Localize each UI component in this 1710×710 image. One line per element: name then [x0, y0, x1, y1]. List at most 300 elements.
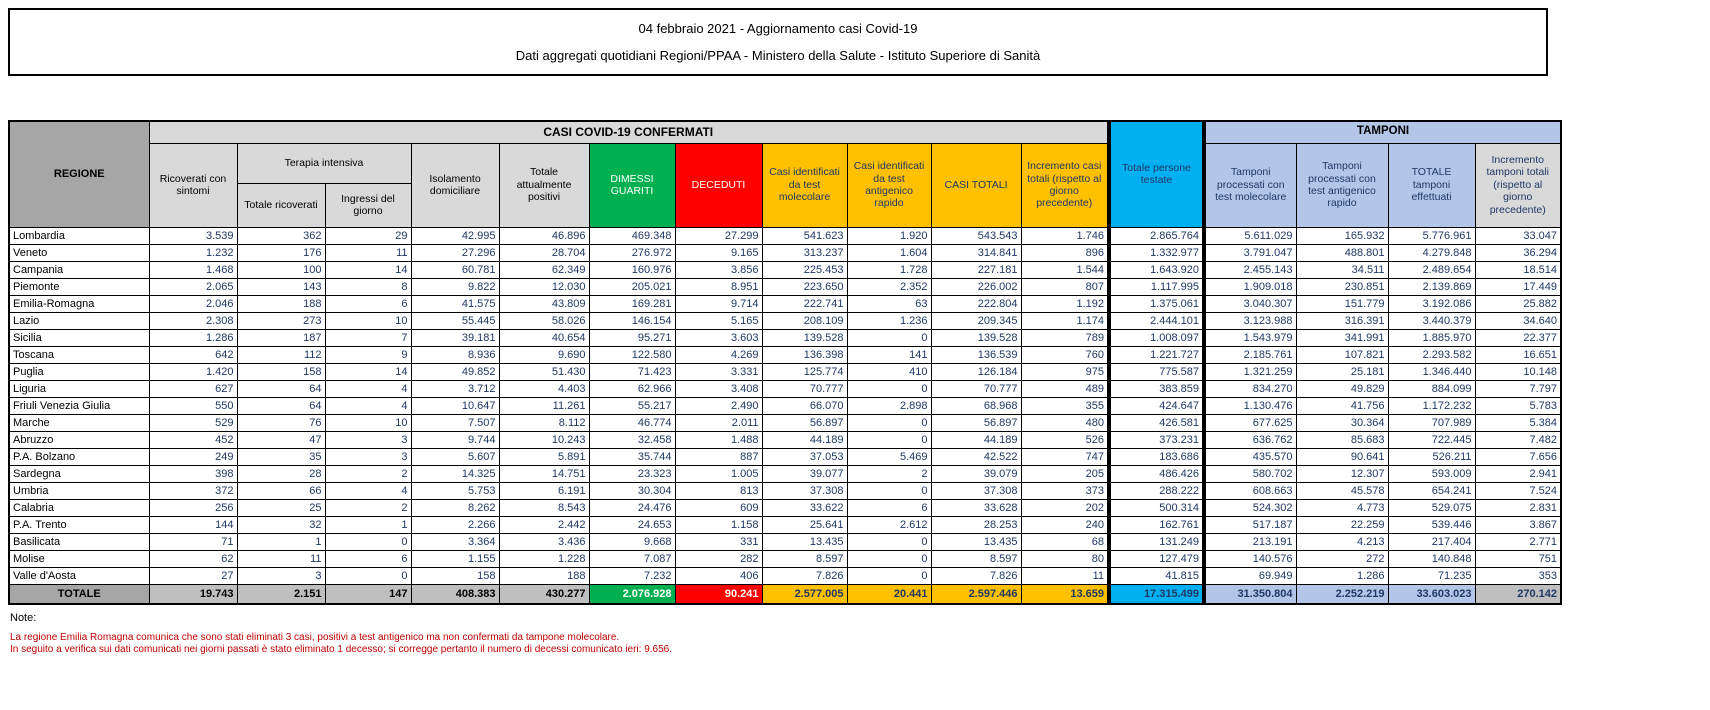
- value-cell: 46.774: [589, 414, 675, 431]
- value-cell: 2: [847, 465, 931, 482]
- value-cell: 7.656: [1475, 448, 1561, 465]
- value-cell: 1.174: [1021, 312, 1109, 329]
- value-cell: 139.528: [762, 329, 847, 346]
- header-row-sections: [9, 121, 1561, 143]
- value-cell: 0: [847, 329, 931, 346]
- value-cell: 165.932: [1296, 227, 1388, 244]
- table-row: [9, 414, 1561, 431]
- value-cell: 1.286: [149, 329, 237, 346]
- value-cell: 362: [237, 227, 325, 244]
- value-cell: 33.047: [1475, 227, 1561, 244]
- value-cell: 5.611.029: [1204, 227, 1296, 244]
- value-cell: 500.314: [1109, 499, 1204, 516]
- value-cell: 3.123.988: [1204, 312, 1296, 329]
- value-cell: 807: [1021, 278, 1109, 295]
- value-cell: 2.455.143: [1204, 261, 1296, 278]
- notes: [10, 612, 672, 656]
- header-ingressi-giorno: Ingressi del giorno: [325, 183, 411, 227]
- table-row: [9, 244, 1561, 261]
- value-cell: 24.653: [589, 516, 675, 533]
- value-cell: 37.053: [762, 448, 847, 465]
- value-cell: 677.625: [1204, 414, 1296, 431]
- value-cell: 70.777: [762, 380, 847, 397]
- region-name: P.A. Trento: [9, 516, 149, 533]
- table-row: [9, 278, 1561, 295]
- value-cell: 5.753: [411, 482, 499, 499]
- value-cell: 60.781: [411, 261, 499, 278]
- value-cell: 12.030: [499, 278, 589, 295]
- region-name: Valle d'Aosta: [9, 567, 149, 584]
- value-cell: 10.647: [411, 397, 499, 414]
- value-cell: 28.704: [499, 244, 589, 261]
- value-cell: 4.403: [499, 380, 589, 397]
- value-cell: 452: [149, 431, 237, 448]
- value-cell: 282: [675, 550, 762, 567]
- value-cell: 25.641: [762, 516, 847, 533]
- value-cell: 1.158: [675, 516, 762, 533]
- total-row: [9, 584, 1561, 604]
- value-cell: 95.271: [589, 329, 675, 346]
- table-footer: [9, 584, 1561, 604]
- value-cell: 10.148: [1475, 363, 1561, 380]
- value-cell: 17.449: [1475, 278, 1561, 295]
- value-cell: 39.077: [762, 465, 847, 482]
- value-cell: 256: [149, 499, 237, 516]
- value-cell: 1.885.970: [1388, 329, 1475, 346]
- value-cell: 13.435: [931, 533, 1021, 550]
- total-label: TOTALE: [9, 584, 149, 604]
- value-cell: 100: [237, 261, 325, 278]
- value-cell: 28: [237, 465, 325, 482]
- value-cell: 25: [237, 499, 325, 516]
- table-row: [9, 465, 1561, 482]
- value-cell: 1.332.977: [1109, 244, 1204, 261]
- value-cell: 2.266: [411, 516, 499, 533]
- value-cell: 12.307: [1296, 465, 1388, 482]
- table-row: [9, 567, 1561, 584]
- table-row: [9, 295, 1561, 312]
- value-cell: 1.232: [149, 244, 237, 261]
- value-cell: 4.213: [1296, 533, 1388, 550]
- value-cell: 158: [411, 567, 499, 584]
- value-cell: 45.578: [1296, 482, 1388, 499]
- table-row: [9, 380, 1561, 397]
- value-cell: 222.741: [762, 295, 847, 312]
- value-cell: 1: [325, 516, 411, 533]
- value-cell: 141: [847, 346, 931, 363]
- value-cell: 0: [847, 533, 931, 550]
- region-name: Sardegna: [9, 465, 149, 482]
- value-cell: 3.408: [675, 380, 762, 397]
- value-cell: 249: [149, 448, 237, 465]
- value-cell: 654.241: [1388, 482, 1475, 499]
- value-cell: 23.323: [589, 465, 675, 482]
- value-cell: 5.776.961: [1388, 227, 1475, 244]
- value-cell: 1.604: [847, 244, 931, 261]
- region-name: Basilicata: [9, 533, 149, 550]
- value-cell: 62.349: [499, 261, 589, 278]
- header-isolamento: Isolamento domiciliare: [411, 143, 499, 227]
- value-cell: 51.430: [499, 363, 589, 380]
- value-cell: 627: [149, 380, 237, 397]
- value-cell: 1.746: [1021, 227, 1109, 244]
- value-cell: 213.191: [1204, 533, 1296, 550]
- value-cell: 550: [149, 397, 237, 414]
- value-cell: 0: [847, 380, 931, 397]
- header-regione: REGIONE: [9, 121, 149, 227]
- value-cell: 49.852: [411, 363, 499, 380]
- value-cell: 205.021: [589, 278, 675, 295]
- value-cell: 2.490: [675, 397, 762, 414]
- value-cell: 7.826: [762, 567, 847, 584]
- value-cell: 169.281: [589, 295, 675, 312]
- header-casi-antigenico: Casi identificati da test antigenico rapido: [847, 143, 931, 227]
- value-cell: 5.783: [1475, 397, 1561, 414]
- value-cell: 9.668: [589, 533, 675, 550]
- value-cell: 8.262: [411, 499, 499, 516]
- table-row: [9, 499, 1561, 516]
- value-cell: 276.972: [589, 244, 675, 261]
- table-row: [9, 227, 1561, 244]
- total-value-cell: 19.743: [149, 584, 237, 604]
- value-cell: 25.882: [1475, 295, 1561, 312]
- value-cell: 2.293.582: [1388, 346, 1475, 363]
- value-cell: 1.172.232: [1388, 397, 1475, 414]
- value-cell: 524.302: [1204, 499, 1296, 516]
- value-cell: 747: [1021, 448, 1109, 465]
- value-cell: 39.079: [931, 465, 1021, 482]
- table-row: [9, 329, 1561, 346]
- value-cell: 2: [325, 465, 411, 482]
- value-cell: 372: [149, 482, 237, 499]
- note-line-2: In seguito a verifica sui dati comunicati nei giorni passati è stato eliminato 1 decesso; si corregge pertanto il numero di decessi comunicato ieri: 9.656.: [10, 644, 673, 655]
- total-value-cell: 430.277: [499, 584, 589, 604]
- value-cell: 187: [237, 329, 325, 346]
- value-cell: 517.187: [1204, 516, 1296, 533]
- value-cell: 44.189: [931, 431, 1021, 448]
- header-tamponi-molecolare: Tamponi processati con test molecolare: [1204, 143, 1296, 227]
- value-cell: 3.867: [1475, 516, 1561, 533]
- value-cell: 1.488: [675, 431, 762, 448]
- value-cell: 636.762: [1204, 431, 1296, 448]
- value-cell: 3.436: [499, 533, 589, 550]
- table-row: [9, 550, 1561, 567]
- value-cell: 37.308: [931, 482, 1021, 499]
- header-casi-molecolare: Casi identificati da test molecolare: [762, 143, 847, 227]
- value-cell: 127.479: [1109, 550, 1204, 567]
- value-cell: 47: [237, 431, 325, 448]
- region-name: Lombardia: [9, 227, 149, 244]
- value-cell: 14: [325, 261, 411, 278]
- notes-label: Note:: [10, 612, 37, 624]
- value-cell: 5.165: [675, 312, 762, 329]
- value-cell: 22.377: [1475, 329, 1561, 346]
- value-cell: 30.304: [589, 482, 675, 499]
- value-cell: 9.690: [499, 346, 589, 363]
- value-cell: 1.728: [847, 261, 931, 278]
- title-box: [8, 8, 1548, 76]
- value-cell: 223.650: [762, 278, 847, 295]
- value-cell: 66: [237, 482, 325, 499]
- header-deceduti: DECEDUTI: [675, 143, 762, 227]
- value-cell: 7.507: [411, 414, 499, 431]
- value-cell: 1.155: [411, 550, 499, 567]
- value-cell: 353: [1475, 567, 1561, 584]
- value-cell: 3.192.086: [1388, 295, 1475, 312]
- value-cell: 1.192: [1021, 295, 1109, 312]
- value-cell: 2.489.654: [1388, 261, 1475, 278]
- value-cell: 751: [1475, 550, 1561, 567]
- value-cell: 0: [847, 482, 931, 499]
- table-row: [9, 346, 1561, 363]
- value-cell: 11: [237, 550, 325, 567]
- value-cell: 2.612: [847, 516, 931, 533]
- value-cell: 489: [1021, 380, 1109, 397]
- value-cell: 526: [1021, 431, 1109, 448]
- value-cell: 71: [149, 533, 237, 550]
- value-cell: 0: [847, 431, 931, 448]
- value-cell: 7.524: [1475, 482, 1561, 499]
- value-cell: 1.375.061: [1109, 295, 1204, 312]
- value-cell: 43.809: [499, 295, 589, 312]
- value-cell: 230.851: [1296, 278, 1388, 295]
- value-cell: 68.968: [931, 397, 1021, 414]
- value-cell: 62.966: [589, 380, 675, 397]
- header-attualmente-positivi: Totale attualmente positivi: [499, 143, 589, 227]
- value-cell: 5.384: [1475, 414, 1561, 431]
- value-cell: 107.821: [1296, 346, 1388, 363]
- value-cell: 30.364: [1296, 414, 1388, 431]
- value-cell: 642: [149, 346, 237, 363]
- value-cell: 227.181: [931, 261, 1021, 278]
- value-cell: 2.771: [1475, 533, 1561, 550]
- region-name: Friuli Venezia Giulia: [9, 397, 149, 414]
- value-cell: 539.446: [1388, 516, 1475, 533]
- value-cell: 2.831: [1475, 499, 1561, 516]
- region-name: Toscana: [9, 346, 149, 363]
- value-cell: 887: [675, 448, 762, 465]
- value-cell: 435.570: [1204, 448, 1296, 465]
- value-cell: 209.345: [931, 312, 1021, 329]
- value-cell: 225.453: [762, 261, 847, 278]
- table-row: [9, 312, 1561, 329]
- value-cell: 1.543.979: [1204, 329, 1296, 346]
- value-cell: 1.286: [1296, 567, 1388, 584]
- value-cell: 8.936: [411, 346, 499, 363]
- header-casi-totali: CASI TOTALI: [931, 143, 1021, 227]
- value-cell: 139.528: [931, 329, 1021, 346]
- value-cell: 8.597: [762, 550, 847, 567]
- table-row: [9, 431, 1561, 448]
- value-cell: 7.797: [1475, 380, 1561, 397]
- value-cell: 37.308: [762, 482, 847, 499]
- value-cell: 131.249: [1109, 533, 1204, 550]
- value-cell: 813: [675, 482, 762, 499]
- value-cell: 3.440.379: [1388, 312, 1475, 329]
- value-cell: 10: [325, 312, 411, 329]
- value-cell: 2.444.101: [1109, 312, 1204, 329]
- report-title-line2: Dati aggregati quotidiani Regioni/PPAA - Ministero della Salute - Istituto Superiore di Sanità: [515, 47, 1041, 63]
- value-cell: 28.253: [931, 516, 1021, 533]
- value-cell: 2.442: [499, 516, 589, 533]
- value-cell: 32: [237, 516, 325, 533]
- value-cell: 424.647: [1109, 397, 1204, 414]
- value-cell: 8.112: [499, 414, 589, 431]
- total-value-cell: 270.142: [1475, 584, 1561, 604]
- table-row: [9, 482, 1561, 499]
- value-cell: 426.581: [1109, 414, 1204, 431]
- value-cell: 526.211: [1388, 448, 1475, 465]
- value-cell: 136.539: [931, 346, 1021, 363]
- value-cell: 0: [847, 414, 931, 431]
- value-cell: 13.435: [762, 533, 847, 550]
- header-incremento-casi: Incremento casi totali (rispetto al giorno precedente): [1021, 143, 1109, 227]
- value-cell: 2.139.869: [1388, 278, 1475, 295]
- value-cell: 2.308: [149, 312, 237, 329]
- value-cell: 4.773: [1296, 499, 1388, 516]
- value-cell: 1.221.727: [1109, 346, 1204, 363]
- value-cell: 55.445: [411, 312, 499, 329]
- value-cell: 8.543: [499, 499, 589, 516]
- header-incremento-tamponi: Incremento tamponi totali (rispetto al giorno precedente): [1475, 143, 1561, 227]
- value-cell: 143: [237, 278, 325, 295]
- value-cell: 188: [237, 295, 325, 312]
- value-cell: 406: [675, 567, 762, 584]
- value-cell: 68: [1021, 533, 1109, 550]
- header-persone-testate: Totale persone testate: [1109, 121, 1204, 227]
- table-row: [9, 261, 1561, 278]
- value-cell: 39.181: [411, 329, 499, 346]
- region-name: Piemonte: [9, 278, 149, 295]
- value-cell: 9: [325, 346, 411, 363]
- value-cell: 146.154: [589, 312, 675, 329]
- table-row: [9, 533, 1561, 550]
- value-cell: 85.683: [1296, 431, 1388, 448]
- total-value-cell: 33.603.023: [1388, 584, 1475, 604]
- region-name: Puglia: [9, 363, 149, 380]
- value-cell: 4: [325, 397, 411, 414]
- value-cell: 35.744: [589, 448, 675, 465]
- value-cell: 11: [325, 244, 411, 261]
- header-ricoverati-sintomi: Ricoverati con sintomi: [149, 143, 237, 227]
- value-cell: 202: [1021, 499, 1109, 516]
- value-cell: 16.651: [1475, 346, 1561, 363]
- value-cell: 22.259: [1296, 516, 1388, 533]
- region-name: Sicilia: [9, 329, 149, 346]
- value-cell: 775.587: [1109, 363, 1204, 380]
- value-cell: 789: [1021, 329, 1109, 346]
- value-cell: 1.643.920: [1109, 261, 1204, 278]
- value-cell: 27.299: [675, 227, 762, 244]
- value-cell: 55.217: [589, 397, 675, 414]
- value-cell: 11: [1021, 567, 1109, 584]
- value-cell: 80: [1021, 550, 1109, 567]
- table-header: [9, 121, 1561, 227]
- value-cell: 9.714: [675, 295, 762, 312]
- value-cell: 313.237: [762, 244, 847, 261]
- value-cell: 1.321.259: [1204, 363, 1296, 380]
- value-cell: 580.702: [1204, 465, 1296, 482]
- value-cell: 33.628: [931, 499, 1021, 516]
- value-cell: 1.909.018: [1204, 278, 1296, 295]
- value-cell: 160.976: [589, 261, 675, 278]
- value-cell: 6: [325, 550, 411, 567]
- value-cell: 469.348: [589, 227, 675, 244]
- value-cell: 208.109: [762, 312, 847, 329]
- value-cell: 4: [325, 380, 411, 397]
- value-cell: 41.815: [1109, 567, 1204, 584]
- value-cell: 609: [675, 499, 762, 516]
- value-cell: 56.897: [762, 414, 847, 431]
- value-cell: 222.804: [931, 295, 1021, 312]
- total-value-cell: 408.383: [411, 584, 499, 604]
- header-row-groups: [9, 143, 1561, 183]
- value-cell: 975: [1021, 363, 1109, 380]
- value-cell: 7.087: [589, 550, 675, 567]
- total-value-cell: 2.597.446: [931, 584, 1021, 604]
- value-cell: 2.941: [1475, 465, 1561, 482]
- value-cell: 3.791.047: [1204, 244, 1296, 261]
- value-cell: 593.009: [1388, 465, 1475, 482]
- value-cell: 1.346.440: [1388, 363, 1475, 380]
- value-cell: 32.458: [589, 431, 675, 448]
- value-cell: 3: [325, 448, 411, 465]
- value-cell: 64: [237, 380, 325, 397]
- value-cell: 2: [325, 499, 411, 516]
- value-cell: 76: [237, 414, 325, 431]
- value-cell: 884.099: [1388, 380, 1475, 397]
- value-cell: 314.841: [931, 244, 1021, 261]
- value-cell: 158: [237, 363, 325, 380]
- header-dimessi-guariti: DIMESSI GUARITI: [589, 143, 675, 227]
- value-cell: 18.514: [1475, 261, 1561, 278]
- total-value-cell: 2.252.219: [1296, 584, 1388, 604]
- value-cell: 70.777: [931, 380, 1021, 397]
- value-cell: 288.222: [1109, 482, 1204, 499]
- value-cell: 112: [237, 346, 325, 363]
- region-name: Molise: [9, 550, 149, 567]
- value-cell: 7: [325, 329, 411, 346]
- value-cell: 410: [847, 363, 931, 380]
- value-cell: 316.391: [1296, 312, 1388, 329]
- value-cell: 1.468: [149, 261, 237, 278]
- value-cell: 8: [325, 278, 411, 295]
- value-cell: 42.522: [931, 448, 1021, 465]
- report-title-line1: 04 febbraio 2021 - Aggiornamento casi Covid-19: [638, 21, 918, 37]
- value-cell: 2.898: [847, 397, 931, 414]
- value-cell: 144: [149, 516, 237, 533]
- value-cell: 90.641: [1296, 448, 1388, 465]
- value-cell: 722.445: [1388, 431, 1475, 448]
- value-cell: 71.235: [1388, 567, 1475, 584]
- value-cell: 58.026: [499, 312, 589, 329]
- value-cell: 1.117.995: [1109, 278, 1204, 295]
- value-cell: 122.580: [589, 346, 675, 363]
- value-cell: 9.744: [411, 431, 499, 448]
- value-cell: 46.896: [499, 227, 589, 244]
- value-cell: 0: [847, 550, 931, 567]
- value-cell: 125.774: [762, 363, 847, 380]
- value-cell: 529: [149, 414, 237, 431]
- header-terapia-intensiva: Terapia intensiva: [237, 143, 411, 183]
- value-cell: 529.075: [1388, 499, 1475, 516]
- value-cell: 126.184: [931, 363, 1021, 380]
- value-cell: 140.848: [1388, 550, 1475, 567]
- value-cell: 8.597: [931, 550, 1021, 567]
- header-tamponi-antigenico: Tamponi processati con test antigenico rapido: [1296, 143, 1388, 227]
- value-cell: 272: [1296, 550, 1388, 567]
- value-cell: 63: [847, 295, 931, 312]
